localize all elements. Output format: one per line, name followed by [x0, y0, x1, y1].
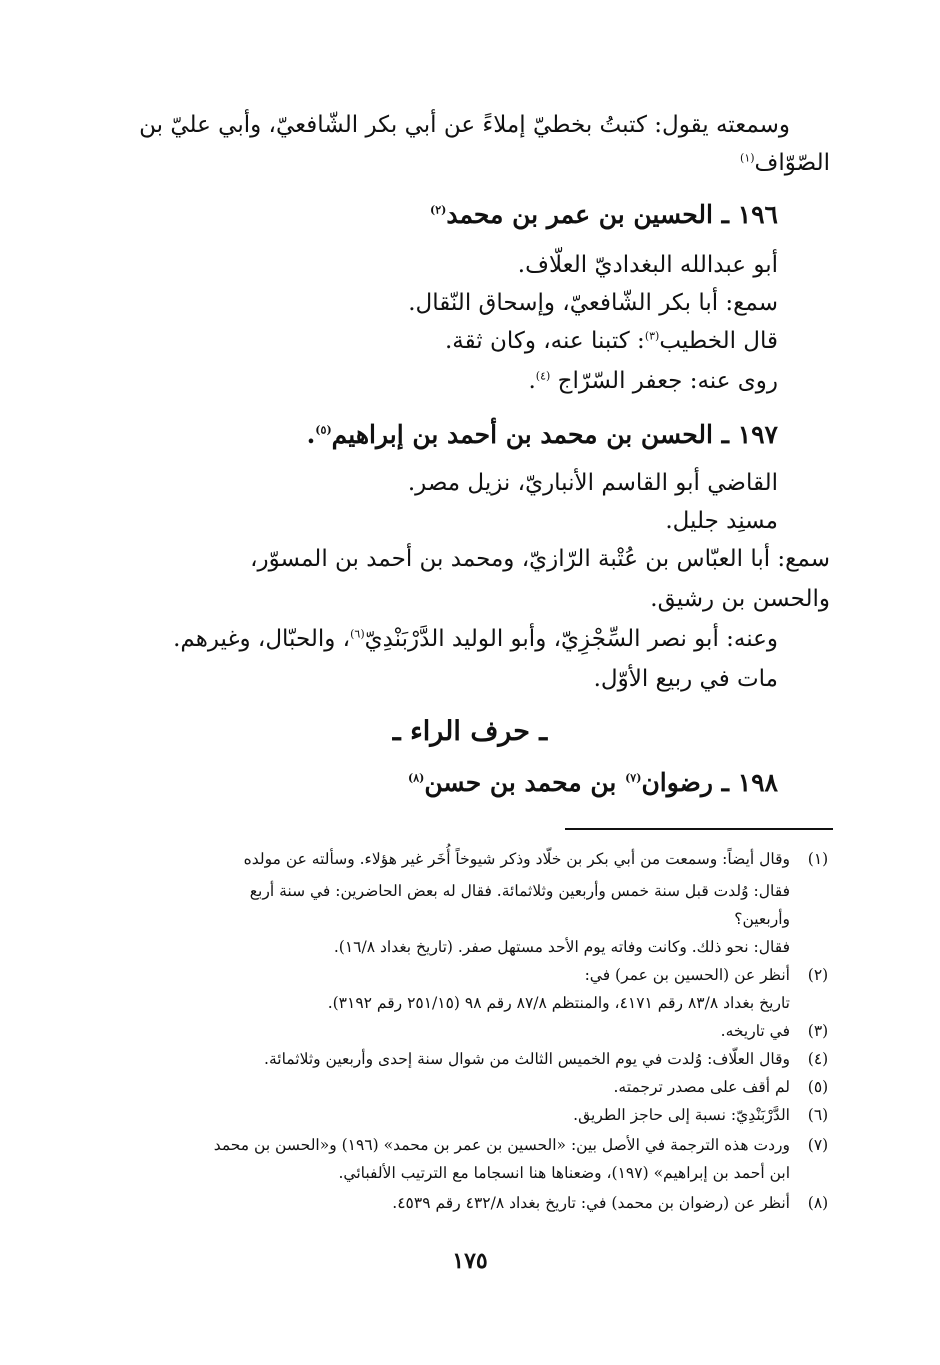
- footnote-line: ابن أحمد بن إبراهيم» (١٩٧)، وضعناها هنا انسجاما مع الترتيب الألفبائي.: [338, 1164, 790, 1182]
- footnote-marker: (٨): [408, 771, 425, 785]
- footnote-marker: (١): [740, 151, 755, 165]
- section-title: ـ حرف الراء ـ: [392, 716, 548, 747]
- text-line: مسنِد جليل.: [665, 508, 778, 534]
- footnote-line: الدَّرْبَنْدِيّ: نسبة إلى حاجز الطريق.: [573, 1106, 790, 1124]
- footnote-marker: (٢): [429, 203, 447, 217]
- footnote-number: (٣): [807, 1022, 829, 1040]
- footnote-line: وقال أيضاً: وسمعت من أبي بكر بن خلّاد وذكر شيوخاً أُخَر غير هؤلاء. وسألته عن مولده: [243, 850, 790, 868]
- text-line: قال الخطيب$^{(٣)}$: كتبنا عنه، وكان ثقة.: [444, 328, 778, 354]
- footnote-marker: (٤): [535, 369, 551, 383]
- text-line: سمع: أبا بكر الشّافعيّ، وإسحاق النّقال.: [408, 290, 778, 316]
- text-line: سمع: أبا العبّاس بن عُتْبة الرّازيّ، ومحمد بن أحمد بن المسوّر،: [250, 546, 830, 572]
- footnote-line: في تاريخه.: [720, 1022, 790, 1040]
- footnote-line: وأربعين؟: [734, 910, 790, 928]
- footnote-marker: (٣): [644, 329, 660, 343]
- footnote-line: فقال: وُلدت قبل سنة خمس وأربعين وثلاثمائة. فقال له بعض الحاضرين: في سنة أربع: [249, 882, 790, 900]
- footnote-number: (٢): [807, 966, 829, 984]
- footnote-number: (٥): [807, 1078, 829, 1096]
- text-line: والحسن بن رشيق.: [650, 586, 830, 612]
- footnote-line: لم أقف على مصدر ترجمته.: [613, 1078, 790, 1096]
- footnote-number: (١): [807, 850, 829, 868]
- footnote-divider: [565, 828, 833, 830]
- text-line: وعنه: أبو نصر السِّجْزِيّ، وأبو الوليد الدَّرْبَنْدِيّ$^{(٦)}$، والحبّال، وغيرهم.: [173, 626, 778, 652]
- text-line: القاضي أبو القاسم الأنباريّ، نزيل مصر.: [407, 470, 778, 496]
- footnote-number: (٦): [807, 1106, 829, 1124]
- text-line: وسمعته يقول: كتبتُ بخطيّ إملاءً عن أبي بكر الشّافعيّ، وأبي عليّ بن: [139, 112, 790, 138]
- text-line: روى عنه: جعفر السّرّاج $^{(٤)}$.: [528, 368, 778, 394]
- entry-heading-197: ١٩٧ ـ الحسن بن محمد بن أحمد بن إبراهيم$^{(٥)}$.: [306, 420, 778, 449]
- footnote-marker: (٥): [315, 423, 332, 437]
- entry-heading-198: ١٩٨ ـ رضوان$^{(٧)}$ بن محمد بن حسن$^{(٨)}$: [408, 768, 778, 797]
- footnote-number: (٤): [807, 1050, 829, 1068]
- footnote-line: فقال: نحو ذلك. وكانت وفاته يوم الأحد مستهل صفر. (تاريخ بغداد ١٦/٨).: [333, 938, 790, 956]
- footnote-marker: (٦): [350, 627, 365, 641]
- footnote-number: (٨): [807, 1194, 829, 1212]
- page-number: ١٧٥: [452, 1248, 488, 1274]
- footnote-line: وقال العلّاف: وُلدت في يوم الخميس الثالث من شوال سنة إحدى وأربعين وثلاثمائة.: [264, 1050, 790, 1068]
- text-line: أبو عبدالله البغداديّ العلّاف.: [517, 252, 778, 278]
- entry-heading-196: ١٩٦ ـ الحسين بن عمر بن محمد$^{(٢)}$: [429, 200, 778, 229]
- text-line: مات في ربيع الأوّل.: [593, 666, 778, 692]
- footnote-marker: (٧): [625, 771, 642, 785]
- footnote-line: تاريخ بغداد ٨٣/٨ رقم ٤١٧١، والمنتظم ٨٧/٨ رقم ٩٨ (٢٥١/١٥ رقم ٣١٩٢).: [327, 994, 790, 1012]
- footnote-line: وردت هذه الترجمة في الأصل بين: «الحسين بن عمر بن محمد» (١٩٦) و«الحسن بن محمد: [213, 1136, 790, 1154]
- text-line: الصّوّاف$^{(١)}$: [740, 150, 830, 176]
- footnote-line: أنظر عن (الحسين بن عمر) في:: [584, 966, 790, 984]
- footnote-number: (٧): [807, 1136, 829, 1154]
- footnote-line: أنظر عن (رضوان بن محمد) في: تاريخ بغداد ٤٣٢/٨ رقم ٤٥٣٩.: [392, 1194, 790, 1212]
